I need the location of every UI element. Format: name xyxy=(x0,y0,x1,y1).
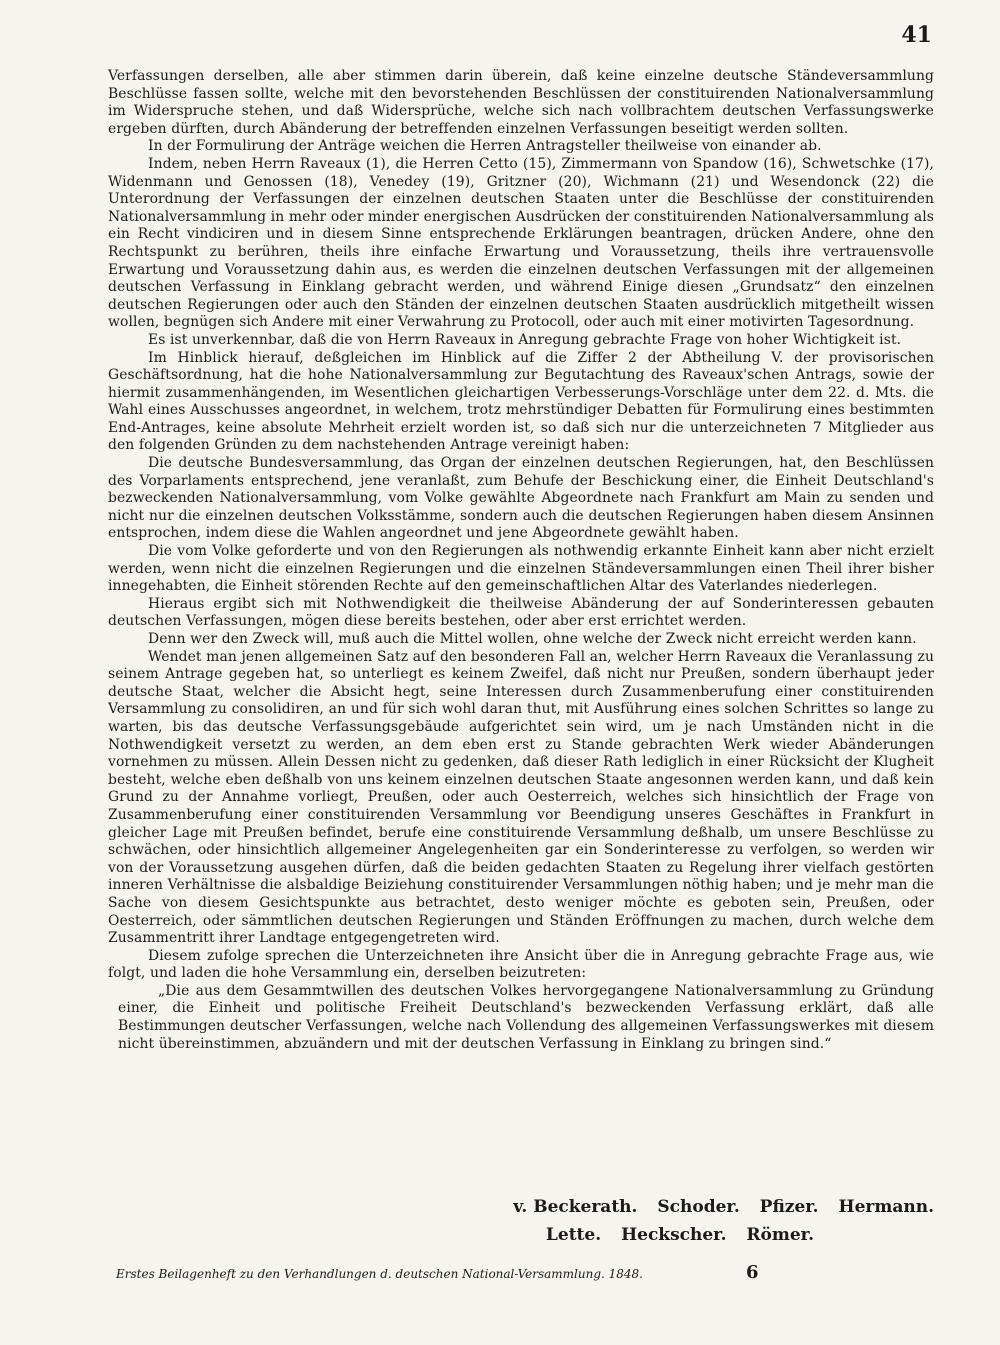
paragraph: Diesem zufolge sprechen die Unterzeichneten ihre Ansicht über die in Anregung gebrachte Frage aus, wie folgt, und laden die hohe Versammlung ein, derselben beizutreten: xyxy=(108,947,934,982)
paragraph: Denn wer den Zweck will, muß auch die Mittel wollen, ohne welche der Zweck nicht erreicht werden kann. xyxy=(148,631,917,647)
signature-line xyxy=(108,1221,934,1249)
signature: Lette. xyxy=(545,1225,602,1245)
paragraph: Die deutsche Bundesversammlung, das Organ der einzelnen deutschen Regierungen, hat, den Beschlüssen des Vorparlaments entsprechend, jene veranlaßt, zum Behufe der Beschickung einer, die Einheit Deutschland's bezweckenden Nationalversammlung, vom Volke gewählte Abgeordnete nach Frankfurt am Main zu senden und nicht nur die einzelnen deutschen Volksstämme, sondern auch die deutschen Regierungen haben diesem Ansinnen entsprochen, indem diese die Wahlen angeordnet und jene Abgeordnete gewählt haben. xyxy=(108,455,934,542)
paragraph: Im Hinblick hierauf, deßgleichen im Hinblick auf die Ziffer 2 der Abtheilung V. der provisorischen Geschäftsordnung, hat die hohe Nationalversammlung zur Begutachtung des Raveaux'schen Antrags, sowie der hiermit zusammenhängenden, im Wesentlichen gleichartigen Verbesserungs-Vorschläge unter dem 22. d. Mts. die Wahl eines Ausschusses angeordnet, in welchem, trotz mehrstündiger Debatten für Formulirung eines bestimmten End-Antrages, keine absolute Mehrheit erzielt worden ist, so daß sich nur die unterzeichneten 7 Mitglieder aus den folgenden Gründen zu dem nachstehenden Antrage vereinigt haben: xyxy=(108,349,934,454)
signature: Schoder. xyxy=(657,1197,740,1217)
sheet-number: 6 xyxy=(746,1262,759,1283)
paragraph: Es ist unverkennbar, daß die von Herrn Raveaux in Anregung gebrachte Frage von hoher Wichtigkeit ist. xyxy=(148,331,902,348)
paragraph: Indem, neben Herrn Raveaux (1), die Herren Cetto (15), Zimmermann von Spandow (16), Schwetschke (17), Widenmann und Genossen (18), Venedey (19), Gritzner (20), Wichmann (21) und Wesendonck (22) die Unterordnung der Verfassungen der einzelnen deutschen Staaten unter die Beschlüsse der constituirenden Nationalversammlung in mehr oder minder energischen Ausdrücken der constituirenden Nationalversammlung als ein Recht vindiciren und in diesem Sinne entsprechende Erklärungen beantragen, drücken Andere, ohne den Rechtspunkt zu berühren, theils ihre einfache Erwartung und Voraussetzung, theils ihre vertrauensvolle Erwartung und Voraussetzung dahin aus, es werden die einzelnen deutschen Verfassungen mit der allgemeinen deutschen Verfassung in Einklang gebracht werden, und während Einige diesen „Grundsatz“ den einzelnen deutschen Regierungen oder auch den Ständen der einzelnen deutschen Staaten ausdrücklich mitgetheilt wissen wollen, begnügen sich Andere mit einer Verwahrung zu Protocoll, oder auch mit einer motivirten Tagesordnung. xyxy=(108,155,934,331)
paragraph: Wendet man jenen allgemeinen Satz auf den besonderen Fall an, welcher Herrn Raveaux die Veranlassung zu seinem Antrage gegeben hat, so unterliegt es keinem Zweifel, daß nicht nur Preußen, sondern überhaupt jeder deutsche Staat, welcher die Absicht hegt, seine Interessen durch Zusammenberufung einer constituirenden Versammlung zu consolidiren, an und für sich wohl daran thut, mit Ausführung eines solchen Schrittes so lange zu warten, bis das deutsche Verfassungsgebäude aufgerichtet sein wird, um je nach Umständen nicht in die Nothwendigkeit versetzt zu werden, an dem eben erst zu Stande gebrachten Werk wieder Abänderungen vornehmen zu müssen. Allein Dessen nicht zu gedenken, daß dieser Rath lediglich in einer Rücksicht der Klugheit besteht, welche eben deßhalb von uns keinem einzelnen deutschen Staate angesonnen werden kann, und daß kein Grund zu der Annahme vorliegt, Preußen, oder auch Oesterreich, welches sich hinsichtlich der Frage von Zusammenberufung einer constituirenden Versammlung vor Beendigung unseres Geschäftes in Frankfurt in gleicher Lage mit Preußen befindet, berufe eine constituirende Versammlung deßhalb, um unsere Beschlüsse zu schwächen, oder hinsichtlich allgemeiner Angelegenheiten gar ein Sonderinteresse zu verfolgen, so werden wir von der Voraussetzung ausgehen dürfen, daß die beiden gedachten Staaten zu Regelung ihrer vielfach gestörten inneren Verhältnisse die alsbaldige Beiziehung constituirender Versammlungen nöthig haben; und je mehr man die Sache von diesem Gesichtspunkte aus betrachtet, desto weniger möchte es geboten sein, Preußen, oder Oesterreich, oder sämmtlichen deutschen Regierungen und Ständen Eröffnungen zu machen, durch welche dem Zusammentritt ihrer Landtage entgegengetreten wird. xyxy=(108,648,934,947)
signature: Hermann. xyxy=(838,1197,934,1217)
footer-note: Erstes Beilagenheft zu den Verhandlungen d. deutschen National-Versammlung. 1848. xyxy=(116,1267,643,1281)
signature-line xyxy=(108,1193,934,1221)
signatures xyxy=(108,1193,934,1249)
paragraph: Hieraus ergibt sich mit Nothwendigkeit die theilweise Abänderung der auf Sonderinteressen gebauten deutschen Verfassungen, mögen diese bereits bestehen, oder aber erst errichtet werden. xyxy=(108,595,934,630)
paragraph: In der Formulirung der Anträge weichen die Herren Antragsteller theilweise von einander ab. xyxy=(148,138,822,155)
paragraph: Die vom Volke geforderte und von den Regierungen als nothwendig erkannte Einheit kann aber nicht erzielt werden, wenn nicht die einzelnen Regierungen und die einzelnen Ständeversammlungen einen Theil ihrer bisher innegehabten, die Einheit störenden Rechte auf den gemeinschaftlichen Altar des Vaterlandes niederlegen. xyxy=(108,543,934,595)
signature: Pfizer. xyxy=(759,1197,819,1217)
resolution-quote: „Die aus dem Gesammtwillen des deutschen Volkes hervorgegangene Nationalversammlung zu Gründung einer, die Einheit und politische Freiheit Deutschland's bezweckenden Verfassung erklärt, daß alle Bestimmungen deutscher Verfassungen, welche nach Vollendung des allgemeinen Verfassungswerkes mit diesem nicht übereinstimmen, abzuändern und mit der deutschen Verfassung in Einklang zu bringen sind.“ xyxy=(118,982,934,1052)
signature: Römer. xyxy=(746,1225,814,1245)
body-text xyxy=(108,68,934,1053)
paragraph: Verfassungen derselben, alle aber stimmen darin überein, daß keine einzelne deutsche Ständeversammlung Beschlüsse fassen sollte, welche mit den bevorstehenden Beschlüssen der constituirenden Nationalversammlung im Widerspruche stehen, und daß Widersprüche, welche sich nach vollbrachtem deutschen Verfassungswerke ergeben dürften, durch Abänderung der betreffenden einzelnen Verfassungen beseitigt werden sollten. xyxy=(108,68,934,137)
signature: Heckscher. xyxy=(621,1225,727,1245)
signature: v. Beckerath. xyxy=(513,1197,638,1217)
page-number: 41 xyxy=(901,22,932,48)
